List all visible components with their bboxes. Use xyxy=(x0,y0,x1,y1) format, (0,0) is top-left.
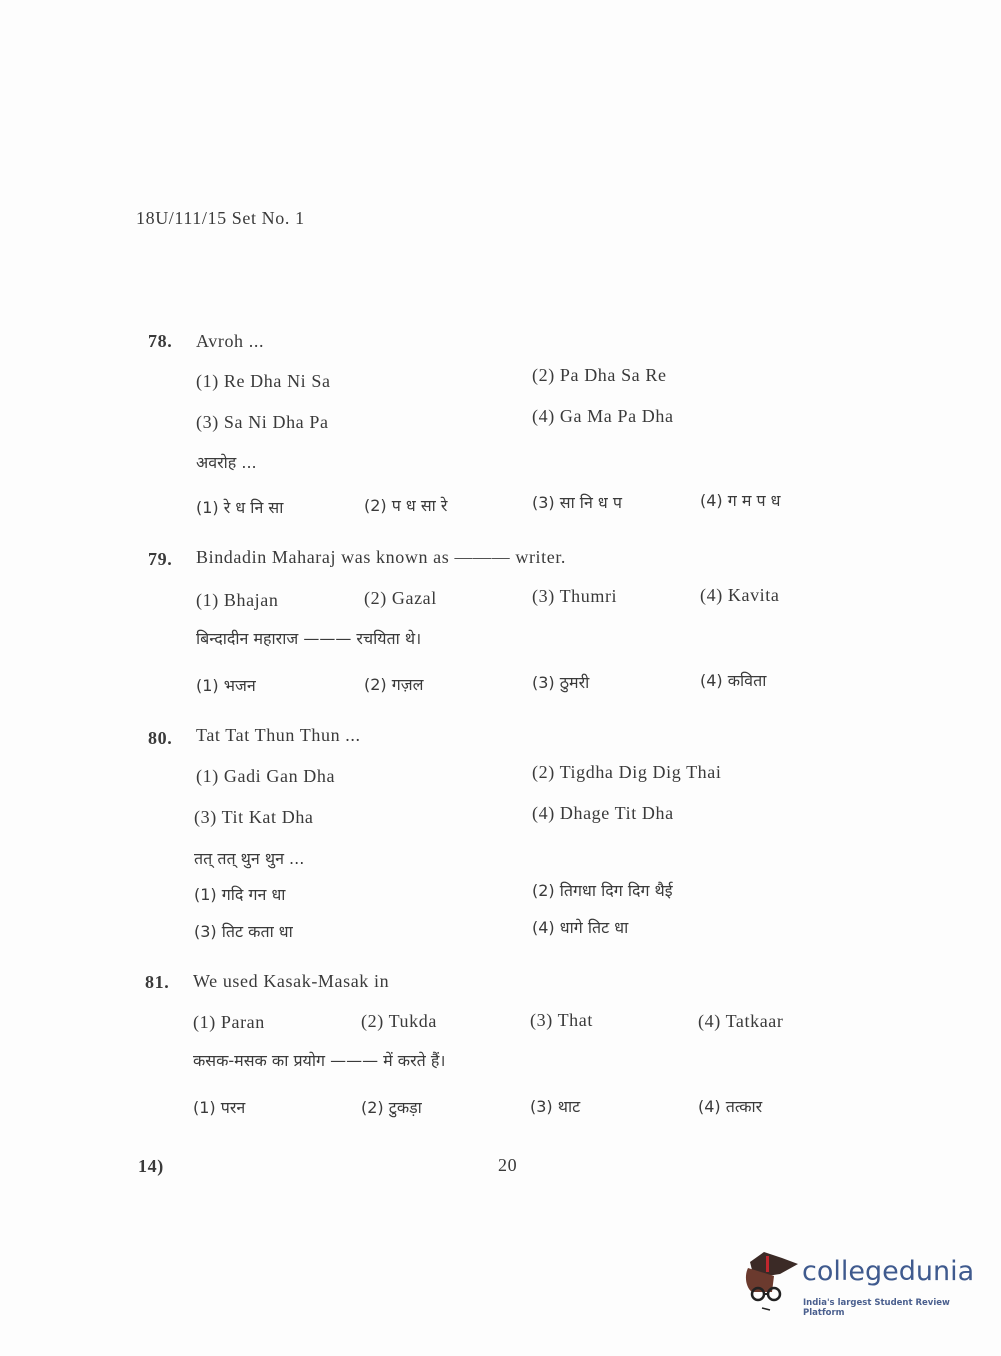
mascot-icon xyxy=(742,1248,800,1312)
hindi-option-1: (1) गदि गन धा xyxy=(194,885,286,904)
question-number: 80. xyxy=(148,728,173,748)
hindi-question-text: कसक-मसक का प्रयोग ——— में करते हैं। xyxy=(193,1051,446,1070)
question-number: 79. xyxy=(148,549,173,569)
footer-code: 14) xyxy=(138,1156,164,1176)
set-header: 18U/111/15 Set No. 1 xyxy=(136,208,305,228)
option-2: (2) Tukda xyxy=(361,1011,437,1031)
hindi-option-3: (3) थाट xyxy=(530,1097,581,1116)
hindi-option-4: (4) ग म प ध xyxy=(700,491,781,510)
option-1: (1) Re Dha Ni Sa xyxy=(196,371,331,391)
option-2: (2) Pa Dha Sa Re xyxy=(532,365,667,385)
hindi-option-1: (1) रे ध नि सा xyxy=(196,498,284,517)
option-3: (3) Sa Ni Dha Pa xyxy=(196,412,329,432)
hindi-option-3: (3) ठुमरी xyxy=(532,673,590,692)
hindi-option-2: (2) टुकड़ा xyxy=(361,1098,422,1117)
hindi-option-4: (4) धागे तिट धा xyxy=(532,918,629,937)
collegedunia-logo xyxy=(742,1248,975,1318)
option-4: (4) Ga Ma Pa Dha xyxy=(532,406,674,426)
hindi-option-2: (2) गज़ल xyxy=(364,675,424,694)
option-3: (3) That xyxy=(530,1010,593,1030)
page-number: 20 xyxy=(498,1155,518,1175)
hindi-option-2: (2) तिगधा दिग दिग थैई xyxy=(532,881,673,900)
hindi-question-text: बिन्दादीन महाराज ——— रचयिता थे। xyxy=(196,629,422,648)
option-3: (3) Tit Kat Dha xyxy=(194,807,314,827)
logo-brand: collegedunia xyxy=(802,1256,975,1287)
option-4: (4) Dhage Tit Dha xyxy=(532,803,674,823)
question-text: We used Kasak-Masak in xyxy=(193,971,390,991)
option-4: (4) Tatkaar xyxy=(698,1011,784,1031)
hindi-option-4: (4) कविता xyxy=(700,671,767,690)
logo-tagline: India's largest Student Review Platform xyxy=(803,1298,950,1318)
hindi-question-text: अवरोह ... xyxy=(196,453,257,472)
option-4: (4) Kavita xyxy=(700,585,780,605)
question-number: 78. xyxy=(148,331,173,351)
option-1: (1) Paran xyxy=(193,1012,265,1032)
hindi-option-1: (1) भजन xyxy=(196,676,256,695)
option-1: (1) Bhajan xyxy=(196,590,279,610)
hindi-option-3: (3) तिट कता धा xyxy=(194,922,293,941)
option-2: (2) Gazal xyxy=(364,588,437,608)
question-text: Tat Tat Thun Thun ... xyxy=(196,725,361,745)
option-1: (1) Gadi Gan Dha xyxy=(196,766,336,786)
question-text: Avroh ... xyxy=(196,331,265,351)
hindi-option-1: (1) परन xyxy=(193,1098,246,1117)
hindi-option-2: (2) प ध सा रे xyxy=(364,496,448,515)
hindi-option-4: (4) तत्कार xyxy=(698,1097,763,1116)
option-2: (2) Tigdha Dig Dig Thai xyxy=(532,762,722,782)
hindi-question-text: तत् तत् थुन थुन ... xyxy=(194,849,305,868)
question-number: 81. xyxy=(145,972,170,992)
option-3: (3) Thumri xyxy=(532,586,618,606)
question-text: Bindadin Maharaj was known as ——— writer. xyxy=(196,547,567,567)
hindi-option-3: (3) सा नि ध प xyxy=(532,493,622,512)
